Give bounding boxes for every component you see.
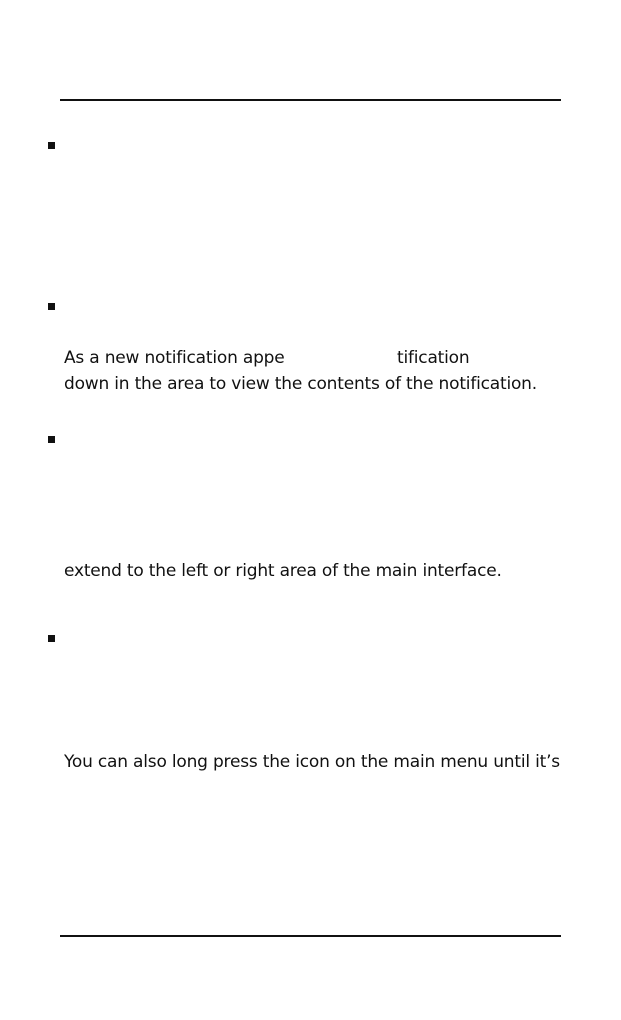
interface-text-line: extend to the left or right area of the main interface. [64,561,502,581]
notification-text-fragment: tification [397,348,470,368]
bullet-marker [48,142,55,149]
notification-text-fragment: As a new notification appe [64,348,285,368]
footer-rule [60,935,561,937]
menu-icon-text-line: You can also long press the icon on the main menu until it’s [64,752,560,772]
notification-text-line: down in the area to view the contents of the notification. [64,374,537,394]
bullet-marker [48,436,55,443]
bullet-marker [48,635,55,642]
bullet-marker [48,303,55,310]
header-rule [60,99,561,101]
